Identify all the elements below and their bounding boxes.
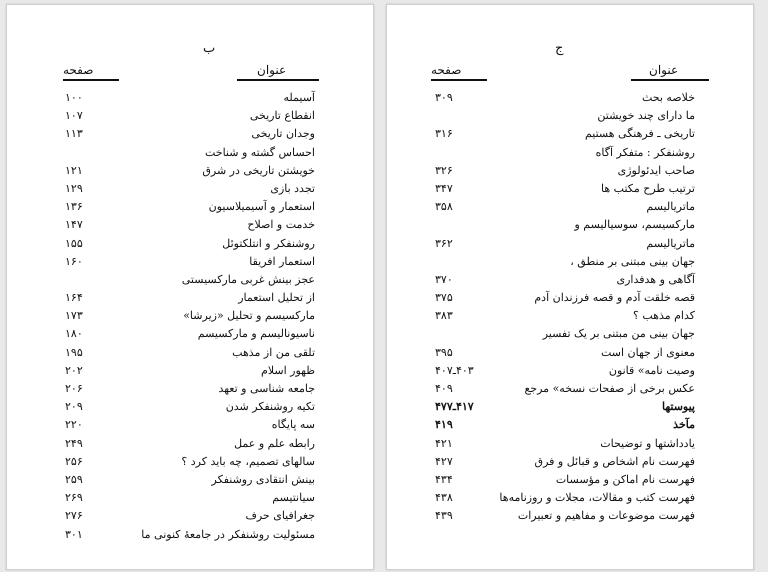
toc-entry — [435, 289, 695, 307]
toc-entry-page: ۳۷۵ — [435, 291, 453, 305]
toc-entry-title: فهرست کتب و مقالات، مجلات و روزنامه‌ها — [499, 491, 695, 505]
toc-entry — [65, 144, 315, 162]
toc-entry-page: ۴۱۷ـ۴۷۷ — [435, 400, 474, 414]
toc-entry-title: ماتریالیسم — [646, 236, 695, 250]
toc-entry-page: ۱۵۵ — [65, 236, 83, 250]
toc-entry-page: ۱۸۰ — [65, 327, 83, 341]
toc-entry-title: مسئولیت روشنفکر در جامعهٔ کنونی ما — [141, 527, 315, 541]
toc-entry — [65, 235, 315, 253]
header-underline — [237, 79, 319, 81]
toc-entry-title: مارکسیسم، سوسیالیسم و — [574, 218, 695, 232]
toc-entry — [65, 125, 315, 143]
toc-entry — [435, 398, 695, 416]
toc-entry — [435, 471, 695, 489]
toc-entry-title: تجدد بازی — [270, 181, 315, 195]
toc-entry-page: ۳۹۵ — [435, 345, 453, 359]
column-header-title: عنوان — [649, 63, 679, 77]
toc-entry — [435, 180, 695, 198]
toc-entry-page: ۲۶۹ — [65, 491, 83, 505]
toc-entry — [65, 307, 315, 325]
toc-entry — [435, 271, 695, 289]
toc-entry — [65, 489, 315, 507]
toc-entry — [65, 362, 315, 380]
toc-entry-page: ۴۳۸ — [435, 491, 453, 505]
toc-entry-title: صاحب ایدئولوژی — [617, 163, 695, 177]
toc-entry-title: استعمار و آسیمیلاسیون — [208, 200, 315, 214]
toc-entry — [65, 289, 315, 307]
header-underline — [431, 79, 487, 81]
toc-entry — [435, 235, 695, 253]
toc-entry-page: ۲۵۶ — [65, 454, 83, 468]
toc-entry-page: ۳۰۹ — [435, 91, 453, 104]
toc-entry — [435, 380, 695, 398]
page-letter: ب — [203, 41, 216, 56]
toc-entry-title: خدمت و اصلاح — [247, 218, 315, 232]
toc-entry — [435, 344, 695, 362]
toc-entry-title: سالهای تصمیم، چه باید کرد ؟ — [181, 454, 315, 468]
toc-entry — [435, 144, 695, 162]
toc-list — [65, 89, 315, 544]
toc-entry-page: ۱۲۱ — [65, 163, 83, 177]
toc-entry-page: ۲۵۹ — [65, 472, 83, 486]
toc-entry-page: ۳۷۰ — [435, 272, 453, 286]
toc-entry-page: ۱۶۴ — [65, 291, 83, 305]
toc-entry — [65, 416, 315, 434]
toc-entry — [65, 198, 315, 216]
toc-entry — [435, 435, 695, 453]
left-page — [6, 4, 374, 570]
toc-entry — [65, 89, 315, 107]
toc-entry — [65, 180, 315, 198]
toc-entry-page: ۲۰۶ — [65, 382, 83, 395]
toc-entry-page: ۴۳۴ — [435, 472, 453, 486]
toc-entry-page: ۱۲۹ — [65, 181, 83, 195]
toc-entry — [65, 216, 315, 234]
toc-entry — [435, 89, 695, 107]
toc-entry-title: جامعه شناسی و تعهد — [218, 382, 315, 395]
toc-entry-page: ۱۱۳ — [65, 127, 83, 141]
toc-entry — [65, 344, 315, 362]
toc-entry-title: رابطه علم و عمل — [234, 436, 315, 450]
toc-entry-title: ما دارای چند خویشتن — [597, 109, 695, 123]
toc-entry — [435, 162, 695, 180]
header-underline — [63, 79, 119, 81]
toc-entry — [65, 253, 315, 271]
toc-entry-title: تلقی من از مذهب — [232, 345, 315, 359]
toc-entry-page: ۱۳۶ — [65, 200, 83, 214]
toc-entry-page: ۲۰۹ — [65, 400, 83, 414]
toc-entry-title: آگاهی و هدفداری — [616, 272, 695, 286]
toc-entry — [435, 253, 695, 271]
toc-entry-title: فهرست موضوعات و مفاهیم و تعبیرات — [517, 509, 695, 523]
toc-entry-title: فهرست نام اشخاص و قبائل و فرق — [534, 454, 695, 468]
toc-entry-title: آسیمله — [283, 91, 315, 104]
toc-entry — [65, 162, 315, 180]
toc-entry-title: استعمار افریقا — [249, 254, 315, 268]
toc-entry — [65, 453, 315, 471]
header-underline — [631, 79, 709, 81]
toc-entry-title: تکیه روشنفکر شدن — [225, 400, 315, 414]
toc-entry — [65, 471, 315, 489]
toc-entry-page: ۱۷۳ — [65, 309, 83, 323]
column-header-title: عنوان — [257, 63, 287, 77]
toc-entry — [65, 507, 315, 525]
toc-entry — [435, 198, 695, 216]
toc-entry-page: ۱۹۵ — [65, 345, 83, 359]
toc-entry-page: ۴۰۳ـ۴۰۷ — [435, 363, 474, 377]
column-header-page: صفحه — [431, 63, 462, 77]
toc-entry-page: ۱۰۷ — [65, 109, 83, 123]
toc-entry-title: پیوستها — [661, 400, 695, 414]
page-letter: ج — [555, 41, 564, 56]
toc-entry-page: ۱۰۰ — [65, 91, 83, 104]
toc-entry-title: معنوی از جهان است — [600, 345, 695, 359]
toc-entry-title: روشنفکر و انتلکتوئل — [222, 236, 315, 250]
toc-entry-page: ۴۰۹ — [435, 382, 453, 395]
toc-entry — [435, 307, 695, 325]
toc-entry — [435, 216, 695, 234]
toc-entry-page: ۳۲۶ — [435, 163, 453, 177]
toc-entry-page: ۳۶۲ — [435, 236, 453, 250]
toc-entry — [435, 416, 695, 434]
toc-entry-title: وصیت نامه» قانون — [608, 363, 695, 377]
toc-entry-page: ۲۷۶ — [65, 509, 83, 523]
toc-entry-title: ماتریالیسم — [646, 200, 695, 214]
toc-entry-page: ۴۲۱ — [435, 436, 453, 450]
toc-entry-title: یادداشتها و توضیحات — [600, 436, 695, 450]
toc-entry-title: سیانتیسم — [272, 491, 315, 505]
toc-entry-title: جهان بینی من مبتنی بر یک تفسیر — [542, 327, 695, 341]
toc-entry-page: ۲۰۲ — [65, 363, 83, 377]
toc-entry-page: ۲۴۹ — [65, 436, 83, 450]
toc-entry-page: ۳۸۳ — [435, 309, 453, 323]
toc-entry-title: ناسیونالیسم و مارکسیسم — [197, 327, 315, 341]
toc-entry-page: ۳۴۷ — [435, 181, 453, 195]
toc-entry — [435, 325, 695, 343]
toc-entry-page: ۴۳۹ — [435, 509, 453, 523]
toc-entry-page: ۱۴۷ — [65, 218, 83, 232]
toc-entry — [65, 398, 315, 416]
toc-entry-title: خلاصه بحث — [641, 91, 695, 104]
toc-entry — [435, 453, 695, 471]
toc-entry-page: ۳۵۸ — [435, 200, 453, 214]
toc-entry-title: عجز بینش غربی مارکسیستی — [181, 272, 315, 286]
toc-entry — [65, 271, 315, 289]
toc-entry — [65, 107, 315, 125]
toc-entry — [435, 507, 695, 525]
toc-entry-title: از تحلیل استعمار — [238, 291, 315, 305]
right-page — [386, 4, 754, 570]
toc-entry — [65, 435, 315, 453]
toc-entry-title: بینش انتقادی روشنفکر — [211, 472, 315, 486]
toc-entry-title: وجدان تاریخی — [251, 127, 315, 141]
toc-entry — [65, 325, 315, 343]
toc-entry-page: ۴۲۷ — [435, 454, 453, 468]
toc-entry-title: فهرست نام اماکن و مؤسسات — [555, 472, 695, 486]
toc-entry-title: ترتیب طرح مکتب ها — [601, 181, 695, 195]
toc-entry-title: جغرافیای حرف — [245, 509, 315, 523]
toc-entry-page: ۲۲۰ — [65, 418, 83, 432]
toc-list — [435, 89, 695, 526]
toc-entry-title: خویشتن تاریخی در شرق — [202, 163, 315, 177]
toc-entry-title: جهان بینی مبتنی بر منطق ، — [570, 254, 695, 268]
toc-entry-title: کدام مذهب ؟ — [633, 309, 695, 323]
toc-entry-title: تاریخی ـ فرهنگی هستیم — [584, 127, 695, 141]
toc-entry — [435, 125, 695, 143]
toc-entry — [65, 526, 315, 544]
toc-entry-title: روشنفکر : متفکر آگاه — [595, 145, 695, 159]
toc-entry — [435, 362, 695, 380]
toc-entry-page: ۳۱۶ — [435, 127, 453, 141]
toc-entry-title: انقطاع تاریخی — [249, 109, 315, 123]
toc-entry-title: مارکسیسم و تحلیل «زیرشا» — [183, 309, 315, 323]
toc-entry-title: مآخذ — [673, 418, 695, 432]
toc-entry — [65, 380, 315, 398]
toc-entry-page: ۳۰۱ — [65, 527, 83, 541]
toc-entry-title: قصه خلقت آدم و قصه فرزندان آدم — [534, 291, 695, 305]
toc-entry-title: احساس گشته و شناخت — [204, 145, 315, 159]
toc-entry-title: سه پایگاه — [271, 418, 315, 432]
toc-entry-title: ظهور اسلام — [261, 363, 315, 377]
column-header-page: صفحه — [63, 63, 94, 77]
toc-entry-title: عکس برخی از صفحات نسخه» مرجع — [524, 382, 695, 395]
toc-entry-page: ۱۶۰ — [65, 254, 83, 268]
toc-entry — [435, 107, 695, 125]
toc-entry-page: ۴۱۹ — [435, 418, 453, 432]
toc-entry — [435, 489, 695, 507]
